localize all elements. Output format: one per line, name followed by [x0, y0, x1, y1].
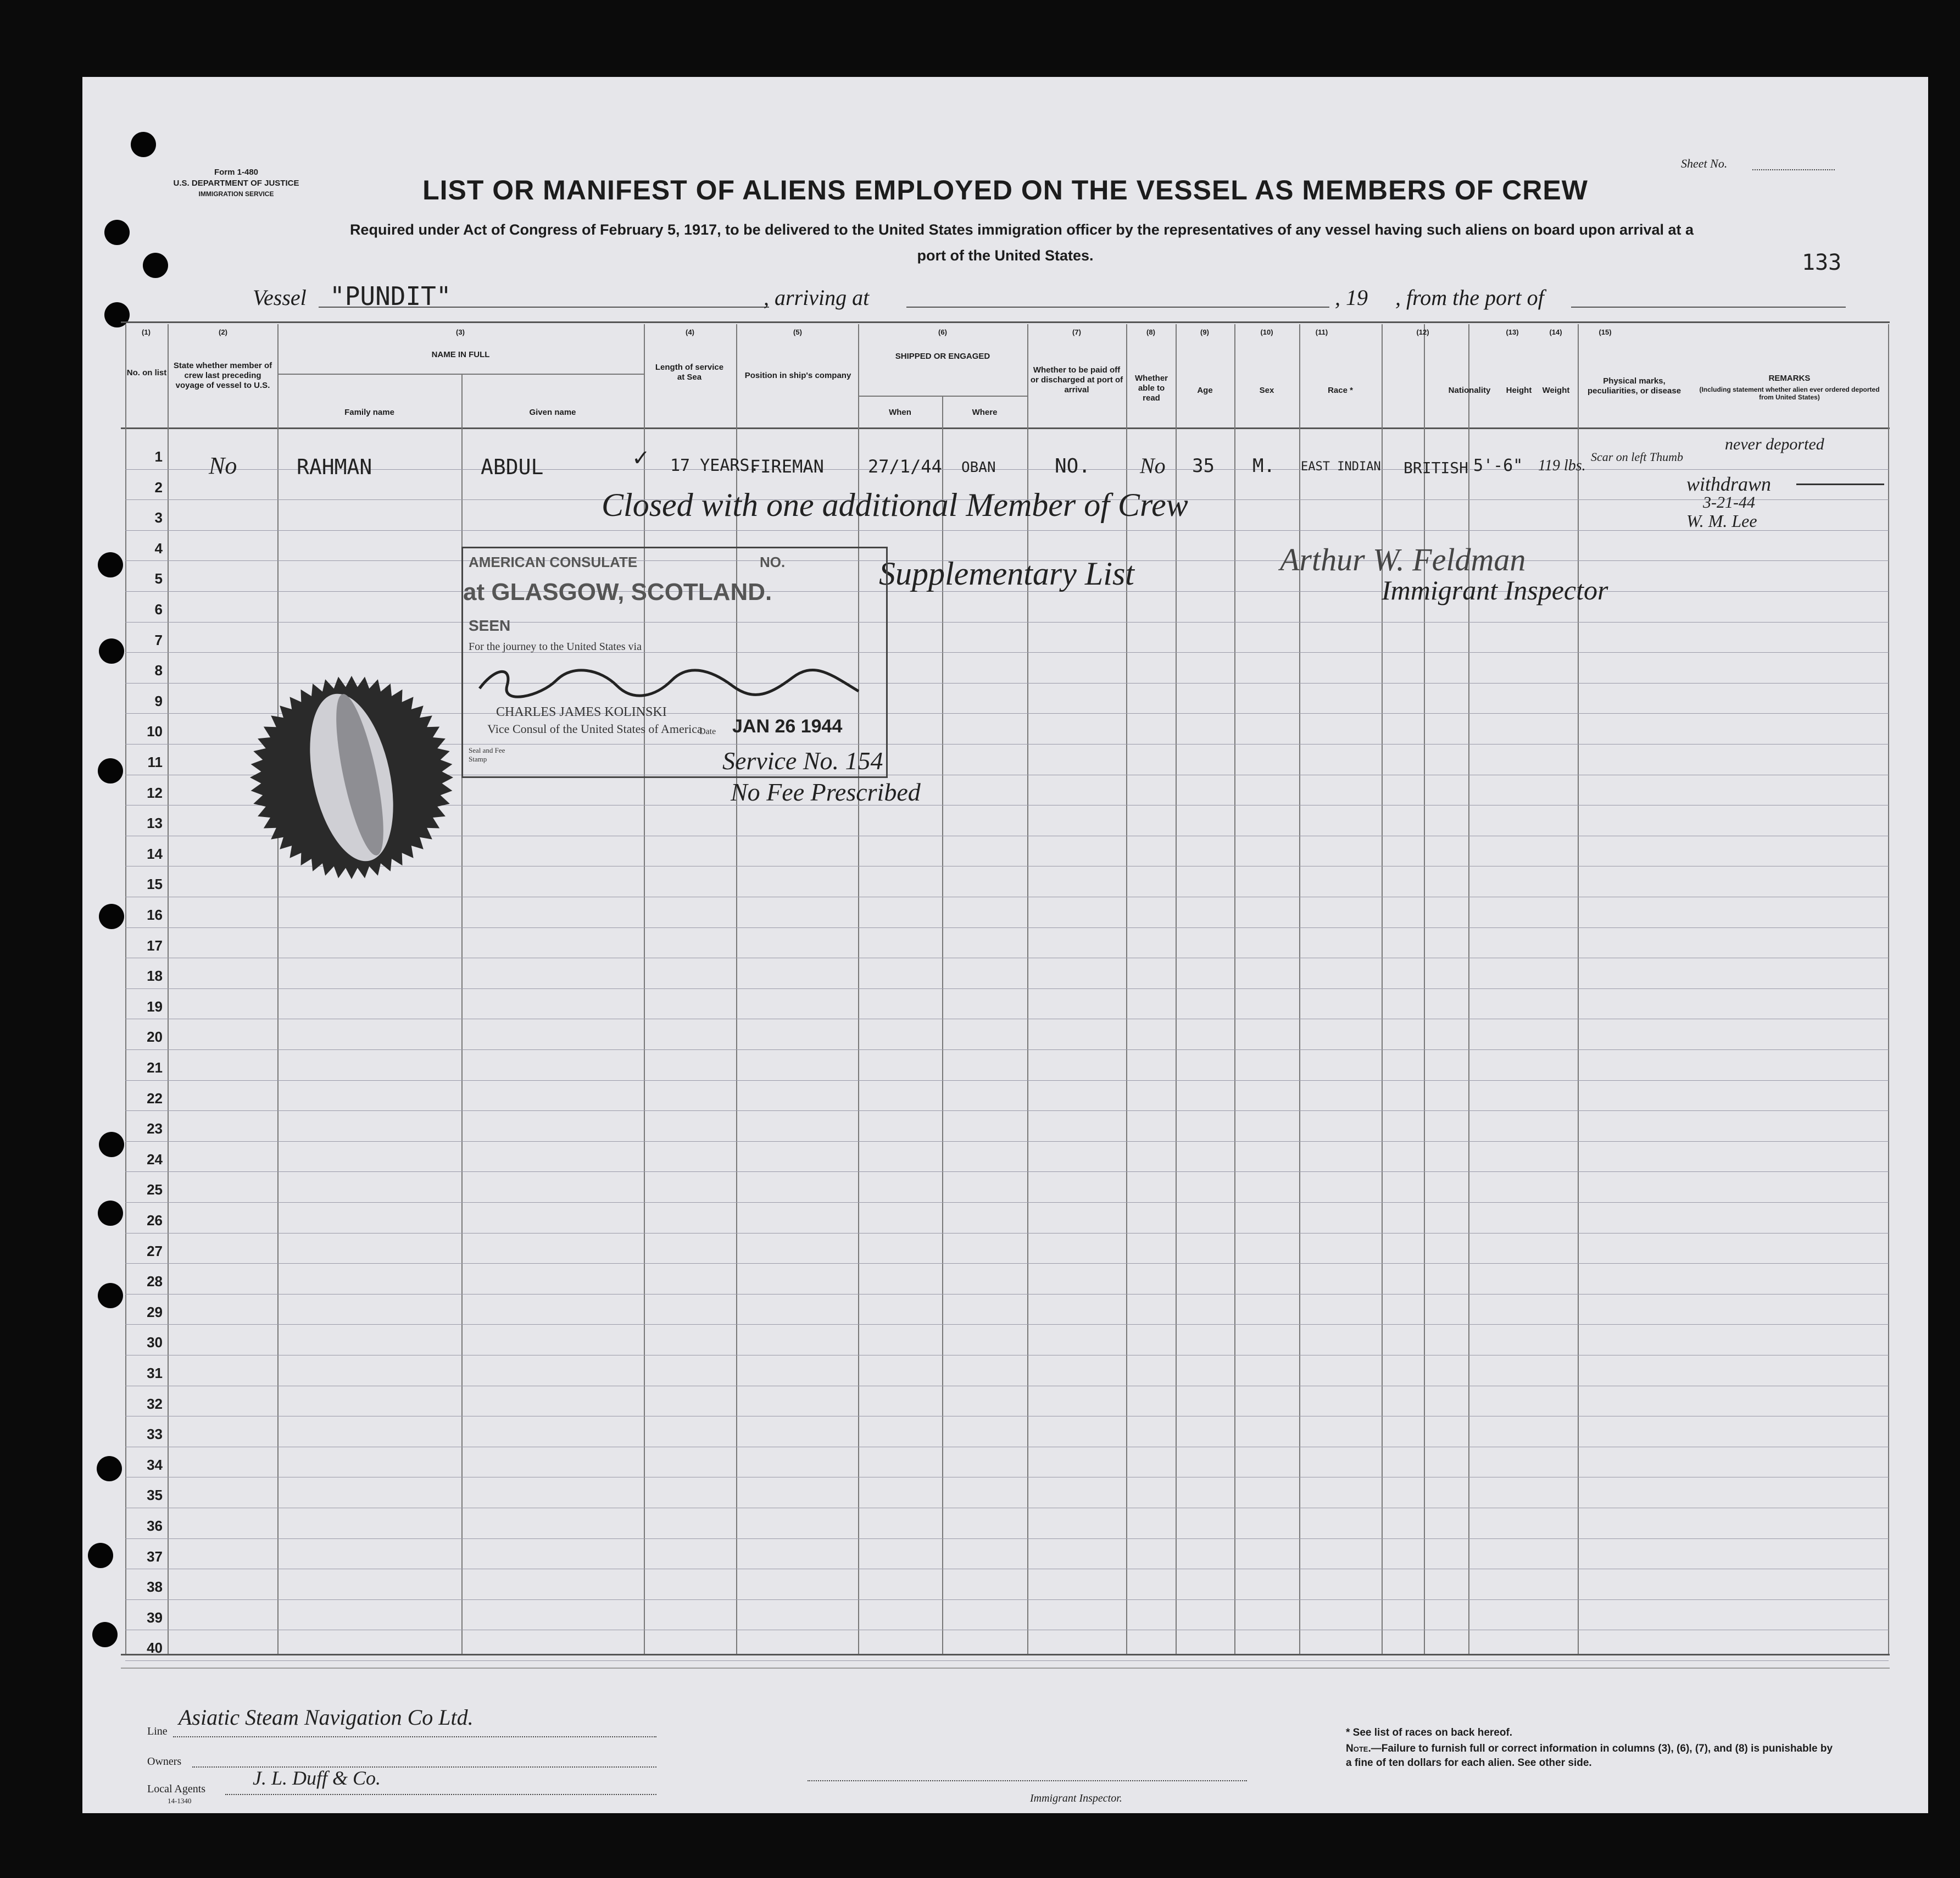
- row-number: 13: [147, 815, 163, 831]
- stamp-consulate: AMERICAN CONSULATE: [469, 554, 638, 570]
- service-number: Service No. 154: [722, 747, 883, 775]
- stamp-seen: SEEN: [469, 617, 511, 634]
- row-number: 29: [147, 1304, 163, 1320]
- inspector-signature-line: [808, 1780, 1247, 1781]
- header-paid-off: Whether to be paid off or discharged at port of arrival: [1030, 365, 1123, 395]
- row-number: 11: [147, 754, 163, 770]
- row-rule: [125, 1049, 1889, 1050]
- header-able-to-read: Whether able to read: [1135, 374, 1168, 403]
- punch-hole: [98, 1283, 123, 1308]
- vessel-label: Vessel: [253, 285, 307, 310]
- column-divider: [277, 324, 279, 1654]
- row-number: 15: [147, 876, 163, 892]
- column-divider: [1424, 324, 1425, 1654]
- column-number: (4): [686, 328, 694, 336]
- header-name-in-full: NAME IN FULL: [431, 350, 490, 359]
- row-number: 31: [147, 1365, 163, 1381]
- vessel-underline: [319, 307, 769, 308]
- port-underline: [1571, 307, 1846, 308]
- punch-hole: [97, 1456, 122, 1481]
- sheet-number-line: [1752, 169, 1835, 170]
- entry-weight: 119 lbs.: [1538, 457, 1586, 474]
- column-number: (2): [219, 328, 227, 336]
- entry-sex: M.: [1252, 455, 1275, 477]
- column-divider: [1468, 324, 1469, 1654]
- row-number: 33: [147, 1426, 163, 1442]
- column-number: (10): [1260, 328, 1273, 336]
- shipped-subheader-rule: [858, 396, 1027, 397]
- agents-label: Local Agents: [147, 1783, 206, 1795]
- column-divider: [1888, 324, 1889, 1654]
- line-label: Line: [147, 1725, 168, 1737]
- row-rule: [125, 1263, 1889, 1264]
- inspector-signature: Arthur W. Feldman: [1280, 542, 1526, 577]
- row-rule: [125, 927, 1889, 928]
- header-length-of-service: Length of service at Sea: [655, 363, 724, 382]
- header-remarks-note: (Including statement whether alien ever ordered deported from United States): [1699, 386, 1880, 401]
- row-number: 19: [147, 998, 163, 1015]
- row-number: 28: [147, 1273, 163, 1290]
- punch-hole: [131, 132, 156, 157]
- row-number: 16: [147, 907, 163, 923]
- row-number: 7: [154, 632, 163, 648]
- entry-height: 5'-6": [1473, 456, 1523, 475]
- column-divider: [1299, 324, 1300, 1654]
- column-number: (3): [456, 328, 465, 336]
- row-rule: [125, 1110, 1889, 1111]
- row-number: 21: [147, 1059, 163, 1076]
- column-divider: [1234, 324, 1235, 1654]
- stamp-seal-note: Seal and Fee Stamp: [469, 746, 505, 763]
- column-number: (11): [1315, 328, 1328, 336]
- table-bottom-border: [121, 1654, 1890, 1655]
- row-number: 36: [147, 1518, 163, 1534]
- row-number: 18: [147, 968, 163, 984]
- embossed-seal: [247, 673, 456, 882]
- row-number: 3: [154, 509, 163, 526]
- entry-where: OBAN: [961, 459, 996, 476]
- vice-consul-signature: [474, 664, 870, 702]
- form-number: Form 1-480: [214, 168, 259, 177]
- row-number: 25: [147, 1181, 163, 1198]
- table-header-border: [121, 427, 1890, 429]
- header-prior-voyage: State whether member of crew last preceding voyage of vessel to U.S.: [173, 361, 272, 390]
- row-number: 40: [147, 1640, 163, 1656]
- row-number: 38: [147, 1579, 163, 1595]
- header-family-name: Family name: [344, 408, 394, 417]
- row-number: 10: [147, 723, 163, 740]
- column-number: (13): [1506, 328, 1519, 336]
- entry-service: 17 YEARS.: [670, 456, 760, 475]
- row-rule: [125, 530, 1889, 531]
- row-rule: [125, 652, 1889, 653]
- arriving-label: , arriving at: [764, 285, 870, 310]
- vessel-line: [253, 281, 1846, 309]
- punch-hole: [88, 1543, 113, 1568]
- entry-given-name: ABDUL: [481, 455, 544, 479]
- punch-hole: [92, 1622, 118, 1647]
- footer-divider: [121, 1668, 1890, 1669]
- row-rule: [125, 1171, 1889, 1172]
- punch-hole: [104, 220, 130, 245]
- punch-hole: [98, 1201, 123, 1226]
- inspector-label: Immigrant Inspector.: [1030, 1792, 1122, 1804]
- column-number: (12): [1416, 328, 1429, 336]
- column-divider: [1578, 324, 1579, 1654]
- row-number: 37: [147, 1548, 163, 1565]
- line-underline: [173, 1736, 656, 1737]
- header-position: Position in ship's company: [744, 371, 851, 380]
- subtitle-line-2: port of the United States.: [917, 247, 1094, 264]
- page-title: LIST OR MANIFEST OF ALIENS EMPLOYED ON THE VESSEL AS MEMBERS OF CREW: [422, 175, 1588, 205]
- form-code: 14-1340: [168, 1797, 192, 1805]
- row-number: 20: [147, 1029, 163, 1045]
- header-physical-marks: Physical marks, peculiarities, or disease: [1587, 376, 1681, 396]
- header-height: Height: [1506, 386, 1532, 395]
- row-rule: [125, 1660, 1889, 1661]
- sheet-number-label: Sheet No.: [1681, 157, 1728, 170]
- entry-remarks-3: 3-21-44: [1703, 493, 1755, 512]
- owners-label: Owners: [147, 1755, 182, 1768]
- stamp-date-label: Date: [699, 727, 716, 736]
- stamp-date: JAN 26 1944: [732, 716, 843, 737]
- year-label: , 19: [1335, 285, 1368, 310]
- punch-hole: [98, 552, 123, 577]
- consulate-stamp: [461, 547, 888, 778]
- penalty-note: [1346, 1742, 1840, 1770]
- stamped-sheet-number: 133: [1802, 250, 1842, 275]
- row-number: 24: [147, 1151, 163, 1168]
- header-age: Age: [1197, 386, 1213, 395]
- entry-remarks-2: withdrawn: [1686, 473, 1772, 495]
- row-rule: [125, 622, 1889, 623]
- row-rule: [125, 1202, 1889, 1203]
- arriving-underline: [906, 307, 1329, 308]
- subtitle-line-1: Required under Act of Congress of February 5, 1917, to be delivered to the United States immigration officer by the representatives of any vessel having such aliens on board upon arrival at a: [349, 221, 1694, 238]
- header-when: When: [889, 408, 911, 417]
- row-number: 1: [154, 448, 163, 465]
- header-weight: Weight: [1542, 386, 1570, 395]
- row-number: 27: [147, 1243, 163, 1259]
- note-text: —Failure to furnish full or correct information in columns (3), (6), (7), and (8) is punishable by a fine of ten dollars for each alien. See other side.: [1346, 1743, 1833, 1769]
- entry-race: EAST INDIAN: [1301, 460, 1381, 474]
- row-rule: [125, 469, 1889, 470]
- row-number: 34: [147, 1457, 163, 1473]
- from-port-label: , from the port of: [1395, 285, 1544, 310]
- column-number: (7): [1072, 328, 1081, 336]
- entry-when: 27/1/44: [868, 456, 942, 477]
- agents-underline: [225, 1794, 656, 1795]
- department-name: U.S. DEPARTMENT OF JUSTICE: [173, 179, 299, 188]
- header-given-name: Given name: [529, 408, 576, 417]
- row-number: 30: [147, 1334, 163, 1351]
- column-number: (14): [1549, 328, 1562, 336]
- inspector-title: Immigrant Inspector: [1382, 575, 1608, 605]
- row-number: 6: [154, 601, 163, 618]
- column-number: (5): [793, 328, 802, 336]
- manifest-document: [82, 77, 1928, 1813]
- row-rule: [125, 1538, 1889, 1539]
- row-number: 35: [147, 1487, 163, 1503]
- row-number: 26: [147, 1212, 163, 1229]
- checkmark: ✓: [632, 446, 650, 470]
- entry-age: 35: [1192, 455, 1215, 477]
- closed-annotation: Closed with one additional Member of Crew: [602, 487, 1188, 523]
- row-number: 14: [147, 846, 163, 862]
- note-label: Note.: [1346, 1743, 1371, 1754]
- header-no-on-list: No. on list: [126, 368, 167, 377]
- column-number: (9): [1200, 328, 1209, 336]
- entry-family-name: RAHMAN: [297, 455, 372, 479]
- row-number: 9: [154, 693, 163, 709]
- row-number: 22: [147, 1090, 163, 1107]
- row-number: 23: [147, 1120, 163, 1137]
- header-remarks: REMARKS: [1768, 374, 1811, 383]
- header-shipped-engaged: SHIPPED OR ENGAGED: [895, 352, 990, 361]
- entry-paid-off: NO.: [1055, 455, 1091, 477]
- row-number: 32: [147, 1396, 163, 1412]
- column-divider: [168, 324, 169, 1654]
- entry-nationality: BRITISH: [1404, 459, 1469, 477]
- row-number: 5: [154, 570, 163, 587]
- stamp-journey: For the journey to the United States via: [469, 641, 642, 653]
- remarks-strikethrough: [1796, 484, 1884, 485]
- row-rule: [125, 1233, 1889, 1234]
- entry-prior-voyage: No: [209, 452, 237, 479]
- row-rule: [125, 1599, 1889, 1600]
- entry-read: No: [1140, 453, 1166, 478]
- header-where: Where: [972, 408, 998, 417]
- column-number: (6): [938, 328, 947, 336]
- supplementary-annotation: Supplementary List: [879, 555, 1134, 592]
- stamp-office: Vice Consul of the United States of America: [487, 722, 703, 736]
- column-number: (8): [1146, 328, 1155, 336]
- name-subheader-rule: [277, 374, 644, 375]
- row-number: 8: [154, 662, 163, 679]
- table-top-border: [121, 321, 1890, 323]
- row-rule: [125, 1324, 1889, 1325]
- column-number: (15): [1599, 328, 1612, 336]
- row-number: 4: [154, 540, 163, 557]
- header-nationality: Nationality: [1448, 386, 1491, 395]
- stamp-city: at GLASGOW, SCOTLAND.: [463, 579, 772, 605]
- entry-marks: Scar on left Thumb: [1590, 450, 1684, 464]
- row-number: 12: [147, 785, 163, 801]
- row-rule: [125, 988, 1889, 989]
- service-name: IMMIGRATION SERVICE: [198, 190, 274, 198]
- stamp-number-label: NO.: [760, 554, 786, 570]
- entry-position: FIREMAN: [750, 456, 824, 477]
- row-number: 17: [147, 937, 163, 954]
- races-note: * See list of races on back hereof.: [1346, 1727, 1513, 1738]
- column-divider: [1382, 324, 1383, 1654]
- header-sex: Sex: [1259, 386, 1274, 395]
- vessel-name: "PUNDIT": [330, 281, 452, 311]
- row-rule: [125, 1141, 1889, 1142]
- row-number: 39: [147, 1609, 163, 1626]
- column-number: (1): [142, 328, 151, 336]
- punch-hole: [98, 758, 123, 784]
- fee-note: No Fee Prescribed: [731, 778, 921, 806]
- row-number: 2: [154, 479, 163, 496]
- row-rule: [125, 1080, 1889, 1081]
- entry-remarks-1: never deported: [1725, 435, 1824, 453]
- agents-value: J. L. Duff & Co.: [253, 1767, 381, 1789]
- stamp-officer: CHARLES JAMES KOLINSKI: [496, 705, 667, 719]
- entry-remarks-4: W. M. Lee: [1686, 511, 1757, 531]
- line-value: Asiatic Steam Navigation Co Ltd.: [179, 1705, 474, 1730]
- header-race: Race *: [1328, 386, 1353, 395]
